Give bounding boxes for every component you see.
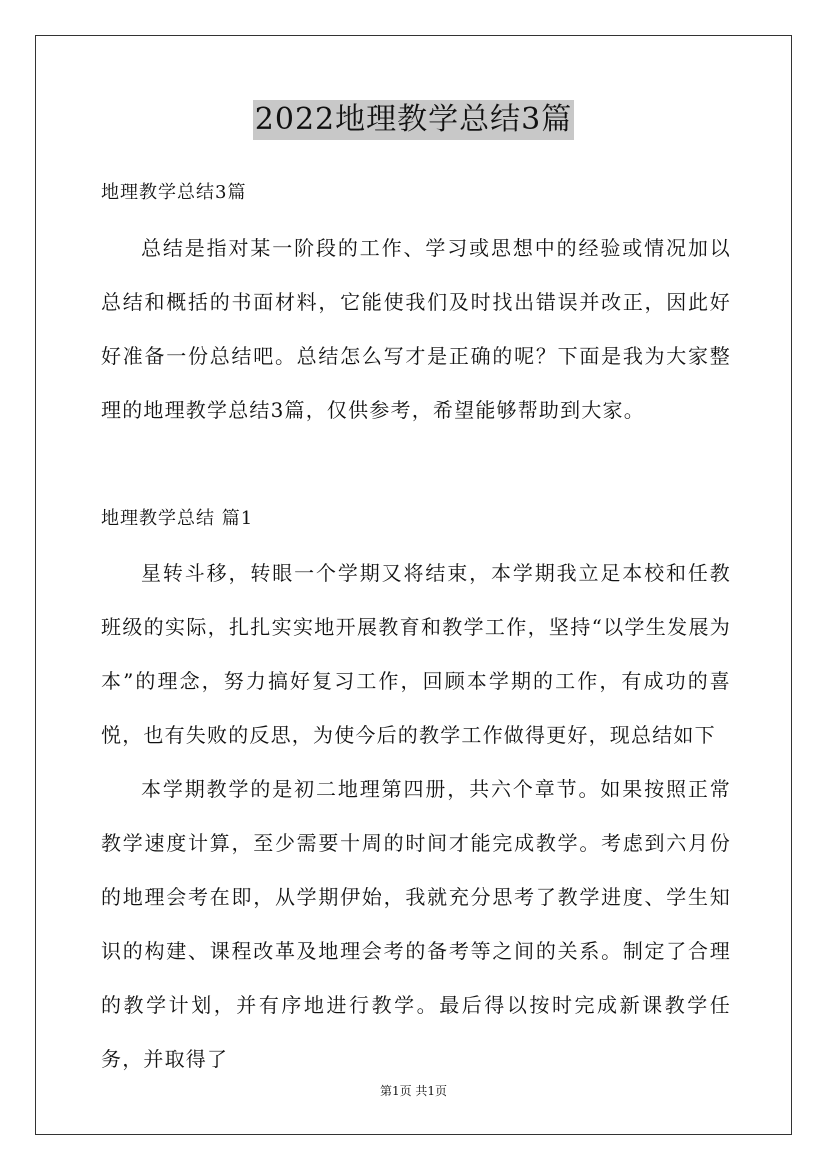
document-subtitle: 地理教学总结3篇	[101, 182, 247, 203]
intro-paragraph: 总结是指对某一阶段的工作、学习或思想中的经验或情况加以总结和概括的书面材料，它能使我们及时找出错误并改正，因此好好准备一份总结吧。总结怎么写才是正确的呢？下面是我为大家整理的地理教学总结3篇，仅供参考，希望能够帮助到大家。	[101, 236, 731, 422]
page-footer: 第1页 共1页	[379, 1084, 448, 1098]
document-title: 2022地理教学总结3篇	[253, 100, 574, 140]
section-1-paragraph-2: 本学期教学的是初二地理第四册，共六个章节。如果按照正常教学速度计算，至少需要十周的时间才能完成教学。考虑到六月份的地理会考在即，从学期伊始，我就充分思考了教学进度、学生知识的构建、课程改革及地理会考的备考等之间的关系。制定了合理的教学计划，并有序地进行教学。最后得以按时完成新课教学任务，并取得了	[101, 777, 731, 1071]
document-title-block	[0, 100, 827, 140]
section-1-heading: 地理教学总结 篇1	[101, 508, 254, 529]
section-1-paragraph-1: 星转斗移，转眼一个学期又将结束，本学期我立足本校和任教班级的实际，扎扎实实地开展教育和教学工作，坚持“以学生发展为本”的理念，努力搞好复习工作，回顾本学期的工作，有成功的喜悦，也有失败的反思，为使今后的教学工作做得更好，现总结如下	[101, 561, 731, 747]
